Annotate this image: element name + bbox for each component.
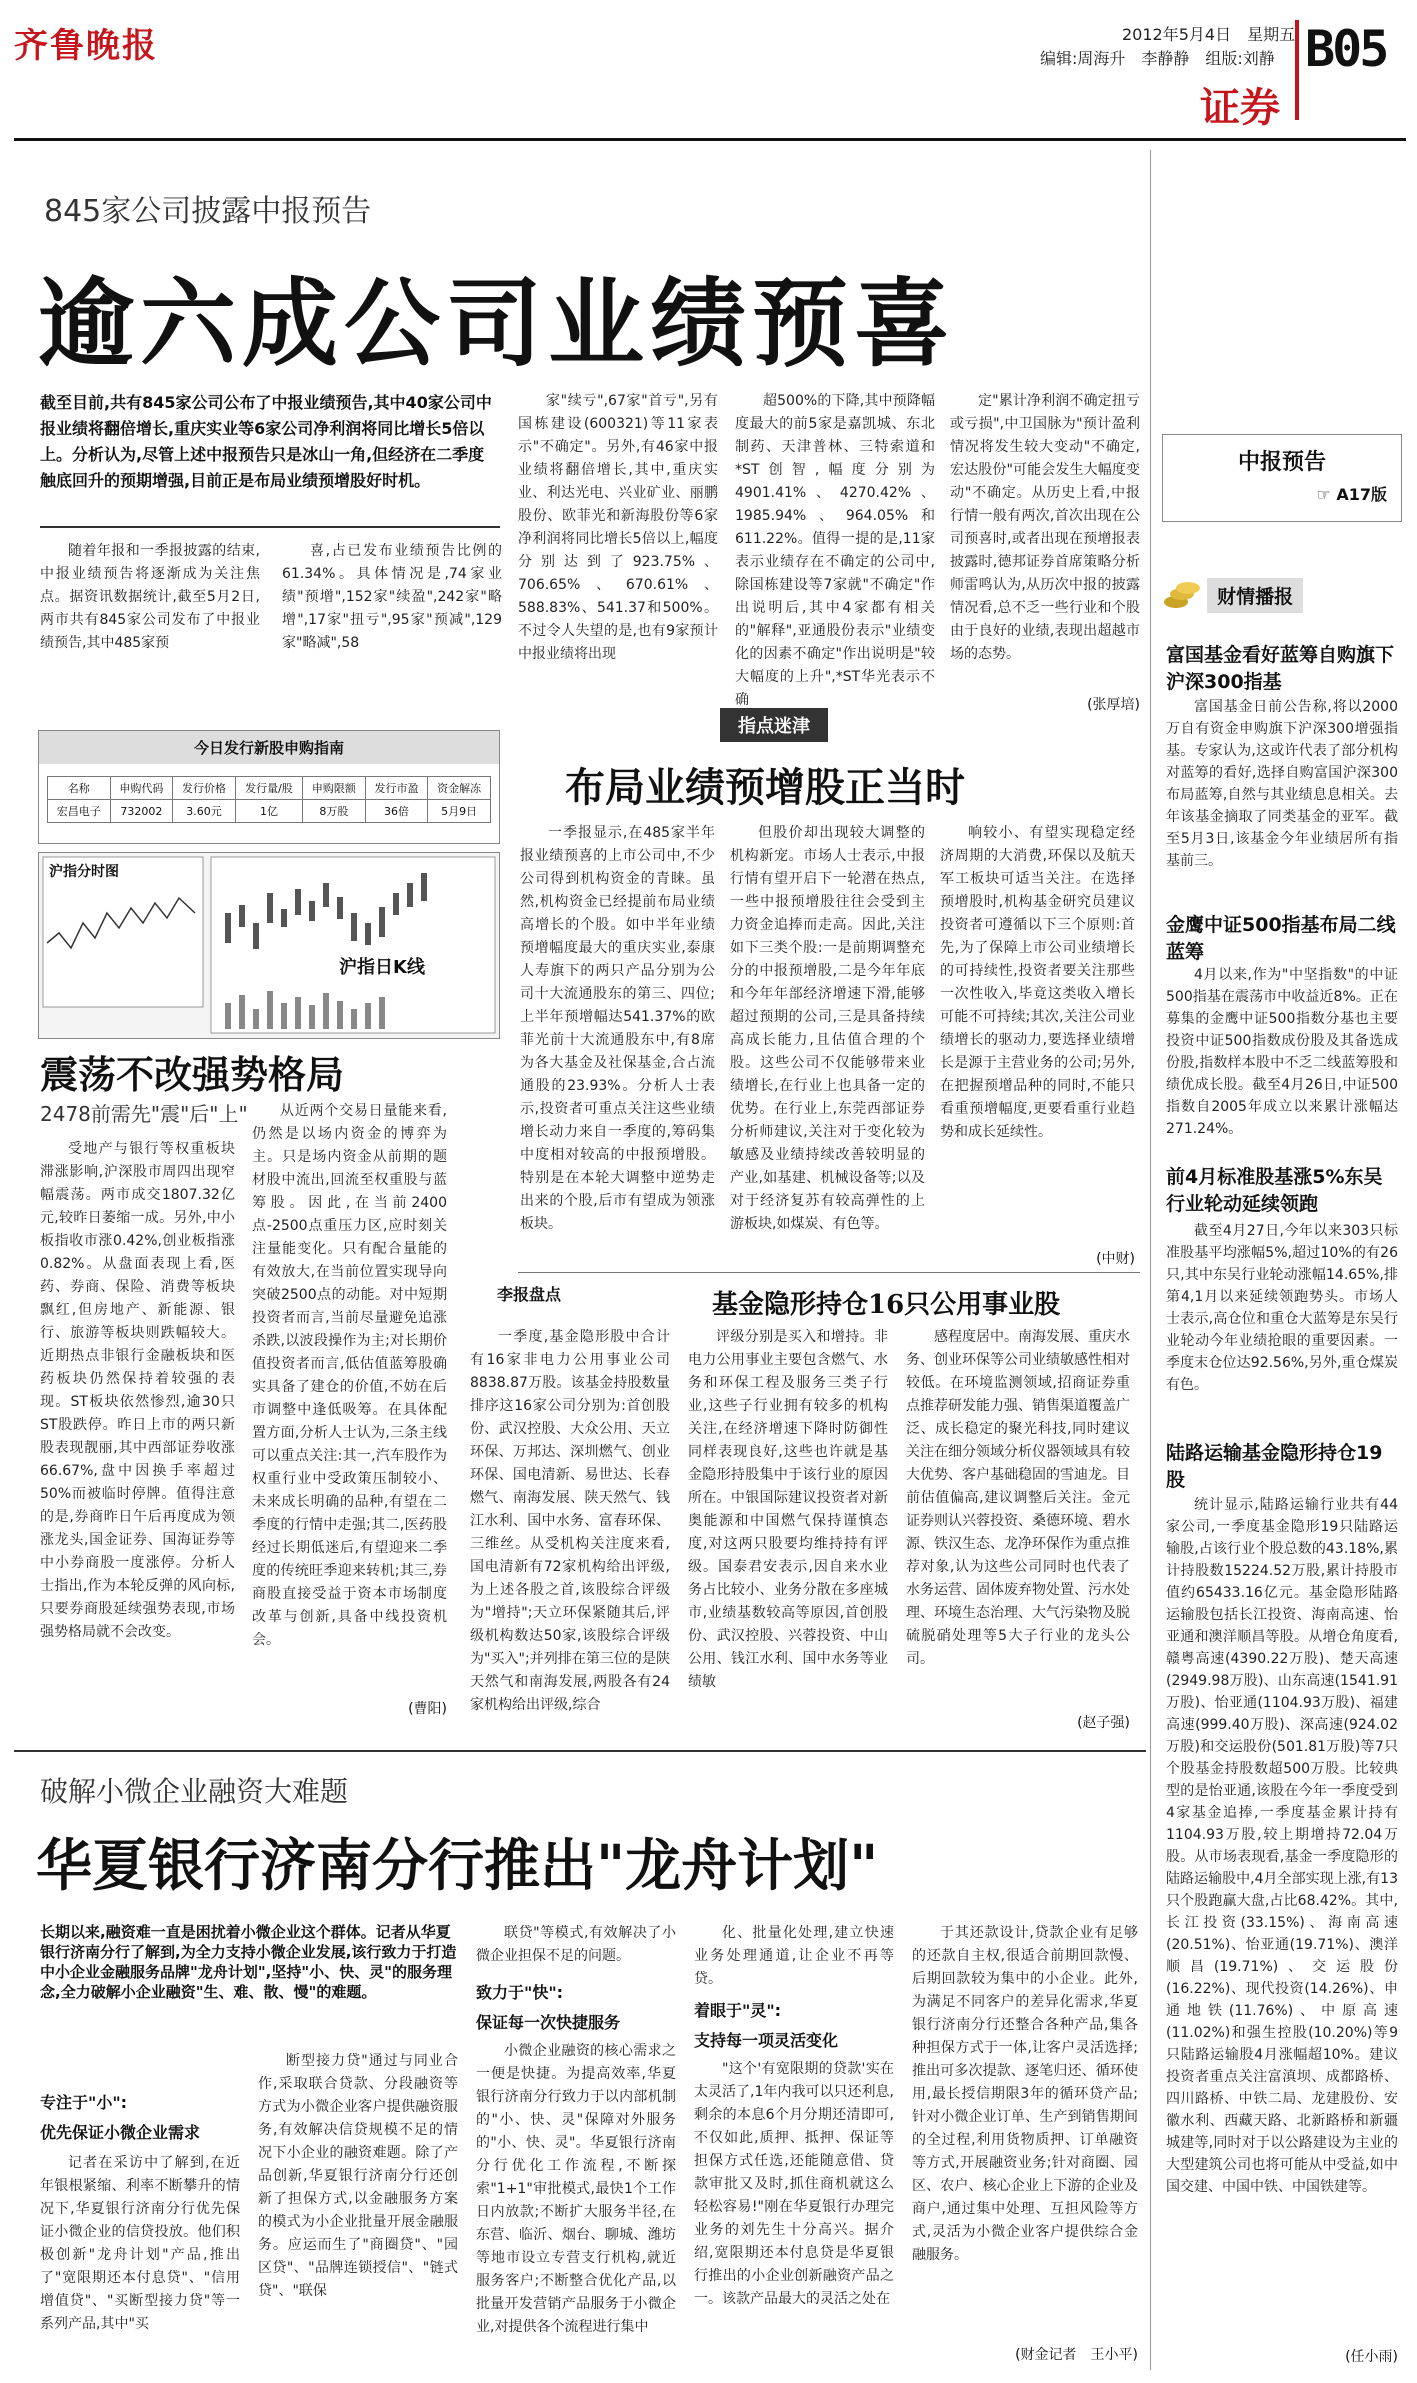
sidebar-item-title: 富国基金看好蓝筹自购旗下沪深300指基 bbox=[1166, 644, 1395, 693]
story5-sub1: 专注于"小": bbox=[40, 2093, 128, 2112]
story2-headline: 震荡不改强势格局 bbox=[40, 1052, 345, 1097]
ipo-data-row bbox=[48, 800, 491, 823]
promo-ref: ☞ A17版 bbox=[1316, 485, 1387, 504]
daily-kline-label: 沪指日K线 bbox=[339, 953, 425, 979]
ipo-table bbox=[47, 776, 491, 823]
sidebar-item-text: 统计显示,陆路运输行业共有44家公司,一季度基金隐形19只陆路运输股,占该行业个股总数的43.18%,累计持股数15224.52万股,累计持股市值约65433.16亿元。基金隐形陆路运输股包括长江投资、海南高速、怡亚通和澳洋顺昌等股。从增仓角度看,赣粤高速(4390.22万股)、楚天高速(2949.98万股)、山东高速(1541.91万股)、怡亚通(1104.93万股)、福建高速(999.40万股)、深高速(924.02万股)和交运股份(501.81万股)等7只个股基金持股数超500万股。比较典型的是怡亚通,该股在今年一季度受到4家基金追捧,一季度基金累计持有1104.93万股,较上期增持72.04万股。从市场表现看,基金一季度隐形的陆路运输股中,4月全部实现上涨,有13只个股跑赢大盘,占比68.42%。其中,长江投资(33.15%)、海南高速(20.51%)、怡亚通(19.71%)、澳洋顺昌(19.71%)、交运股份(16.22%)、现代投资(14.26%)、申通地铁(11.76%)、中原高速(11.02%)和强生控股(10.20%)等9只陆路运输股4月涨幅超10%。建议投资者重点关注富滇坝、成都路桥、四川路桥、中铁二局、龙建股份、安徽水利、西藏天路、北新路桥和新疆城建等,同时对于以公路建设为主业的大型建筑公司也将可能从中受益,如中国交建、中国中铁、中国铁建等。 bbox=[1166, 1497, 1398, 2195]
story3-tag: 指点迷津 bbox=[720, 708, 828, 742]
story2-subhead: 2478前需先"震"后"上" bbox=[40, 1102, 248, 1126]
page-number: B05 bbox=[1305, 20, 1387, 78]
ipo-header-row bbox=[48, 777, 491, 800]
sidebar-item-byline: (任小雨) bbox=[1345, 2349, 1398, 2365]
story5-sub2b: 保证每一次快捷服务 bbox=[476, 2013, 621, 2032]
story5-top-rule bbox=[14, 1750, 1146, 1752]
ipo-cell: 1亿 bbox=[235, 800, 302, 823]
intraday-chart-label: 沪指分时图 bbox=[49, 861, 119, 881]
story3-byline: (中财) bbox=[1096, 1251, 1135, 1267]
story2-column-2: 从近两个交易日量能来看,仍然是以场内资金的博弈为主。只是场内资金从前期的题材股中流出,回流至权重股与蓝筹股。因此,在当前2400点-2500点重压力区,应时刻关注量能变化。只有配合量能的有效放大,在当前位置实现导向突破2500点的动能。对中短期投资者而言,当前尽量避免追涨杀跌,以波段操作为主;对长期价值投资者而言,低估值蓝筹股确实具备了建仓的价值,不妨在后市调整中逢低吸筹。在具体配置方面,分析人士认为,三条主线可以重点关注:其一,汽车股作为权重行业中受政策压制较小、未来成长明确的品种,有望在二季度的行情中走强;其二,医药股经过长期低迷后,有望迎来二季度的传统旺季迎来转机;其三,券商股直接受益于资本市场制度改革与创新,具备中线投资机会。 bbox=[252, 1103, 447, 1648]
ipo-cell: 5月9日 bbox=[428, 800, 491, 823]
promo-title: 中报预告 bbox=[1237, 450, 1326, 475]
story5-sub3b: 支持每一项灵活变化 bbox=[694, 2031, 839, 2050]
ipo-header-cell: 名称 bbox=[48, 777, 111, 800]
story5-sub1b: 优先保证小微企业需求 bbox=[40, 2123, 201, 2142]
ipo-guide-title: 今日发行新股申购指南 bbox=[39, 731, 499, 764]
story4-column-2: 评级分别是买入和增持。非电力公用事业主要包含燃气、水务和环保工程及服务三类子行业,这些子行业拥有较多的机构关注,在经济增速下降时防御性同样表现良好,这些也许就是基金隐形持股集中于该行业的原因所在。中银国际建议投资者对新奥能源和中国燃气保持谨慎态度,对这两只股要均维持持有评级。国泰君安表示,因自来水业务占比较小、业务分散在多座城市,业绩基数较高等原因,首创股份、武汉控股、兴蓉投资、中山公用、钱江水利、国中水务等业绩敏 bbox=[688, 1329, 888, 1690]
story1-column-5: 定"累计净利润不确定扭亏或亏损",中卫国脉为"预计盈利情况将发生较大变动"不确定,宏达股份"可能会发生大幅度变动"不确定。从历史上看,中报行情一般有两次,首次出现在公司预喜时,或者出现在预增报表披露时,德邦证券首席策略分析师雷鸣认为,从历次中报的披露情况看,总不乏一些行业和个股由于良好的业绩,表现出超越市场的态势。 bbox=[950, 393, 1140, 662]
story4-column-3: 感程度居中。南海发展、重庆水务、创业环保等公司业绩敏感性相对较低。在环境监测领域,招商证券重点推荐研发能力强、销售渠道覆盖广泛、成长稳定的聚光科技,同时建议关注在细分领域分析仪器领域具有较大优势、客户基础稳固的雪迪龙。目前估值偏高,建议调整后关注。金元证券则认兴蓉投资、桑德环境、碧水源、铁汉生态、龙净环保作为重点推荐对象,认为这些公司同时也代表了水务运营、固体废弃物处置、污水处理、环境生态治理、大气污染物及脱硫脱硝处理等5大子行业的龙头公司。 bbox=[906, 1329, 1130, 1667]
story5-column-3b: "这个'有宽限期的贷款'实在太灵活了,1年内我可以只还利息,剩余的本息6个月分期还清即可,不仅如此,质押、抵押、保证等担保方式任选,还能随意借、贷款审批又及时,抓住商机就这么轻松容易!"刚在华夏银行办理完业务的刘先生十分高兴。据介绍,宽限期还本付息贷是华夏银行推出的小企业创新融资产品之一。该款产品最大的灵活之处在 bbox=[694, 2061, 894, 2307]
story5-sub2: 致力于"快": bbox=[476, 1983, 564, 2002]
story4-byline: (赵子强) bbox=[1077, 1715, 1130, 1731]
story1-column-2: 喜,占已发布业绩预告比例的61.34%。具体情况是,74家业绩"预增",152家"续盈",242家"略增",17家"扭亏",95家"预减",129家"略减",58 bbox=[282, 543, 502, 651]
editor-credits: 编辑:周海升 李静静 组版:刘静 bbox=[1040, 49, 1275, 68]
story5-sub3: 着眼于"灵": bbox=[694, 2001, 782, 2020]
news-brief-banner bbox=[1162, 578, 1400, 614]
story3-column-1: 一季报显示,在485家半年报业绩预喜的上市公司中,不少公司得到机构资金的青睐。虽然,机构资金已经提前布局业绩高增长的个股。如中半年业绩预增幅度最大的重庆实业,泰康人寿旗下的两只产品分别为公司十大流通股东的第三、四位;上半年预增幅达541.37%的欧菲光前十大流通股东中,有8席为各大基金及社保基金,合占流通股的23.93%。分析人士表示,投资者可重点关注这些业绩增长动力来自一季度的,筹码集中度相对较高的中报预增股。特别是在本轮大调整中逆势走出来的个股,后市有望成为领涨板块。 bbox=[520, 825, 715, 1232]
lead-divider bbox=[40, 526, 500, 528]
story5-byline: (财金记者 王小平) bbox=[1015, 2347, 1138, 2363]
ipo-header-cell: 发行市盈 bbox=[365, 777, 428, 800]
story2-column-1: 受地产与银行等权重板块滞涨影响,沪深股市周四出现窄幅震荡。两市成交1807.32亿元,较昨日萎缩一成。另外,中小板指收市涨0.42%,创业板指涨0.82%。从盘面表现上看,医药、券商、保险、消费等板块飘红,但房地产、新能源、银行、旅游等板块则跌幅较大。近期热点非银行金融板块和医药板块仍然保持着较强的表现。ST板块依然惨烈,逾30只ST股跌停。昨日上市的两只新股表现靓丽,其中西部证券收涨66.67%,盘中因换手率超过50%而被临时停牌。值得注意的是,券商昨日午后再度成为领涨龙头,国金证券、国海证券等中小券商股一度涨停。分析人士指出,作为本轮反弹的风向标,只要券商股延续强势表现,市场强势格局就不会改变。 bbox=[40, 1141, 235, 1640]
story4-column-1: 一季度,基金隐形股中合计有16家非电力公用事业公司8838.87万股。该基金持股数量排序这16家公司分别为:首创股份、武汉控股、大众公用、天立环保、万邦达、深圳燃气、创业环保、国电清新、易世达、长春燃气、南海发展、陕天然气、钱江水利、国中水务、富春环保、三维丝。从受机构关注度来看,国电清新有72家机构给出评级,为上述各股之首,该股综合评级为"增持";天立环保紧随其后,评级机构数达50家,该股综合评级为"买入";并列排在第三位的是陕天然气和南海发展,两股各有24家机构给出评级,综合 bbox=[470, 1329, 670, 1713]
coins-icon bbox=[1162, 580, 1202, 612]
story5-column-1: 记者在采访中了解到,在近年银根紧缩、利率不断攀升的情况下,华夏银行济南分行优先保证小微企业的信贷投放。他们积极创新"龙舟计划"产品,推出了"宽限期还本付息贷"、"信用增值贷"、"买断型接力贷"等一系列产品,其中"买 bbox=[40, 2155, 240, 2332]
ipo-header-cell: 发行价格 bbox=[173, 777, 236, 800]
story1-byline: (张厚培) bbox=[1087, 697, 1140, 713]
sidebar-item-text: 4月以来,作为"中坚指数"的中证500指基在震荡市中收益近8%。正在募集的金鹰中证500指数分基也主要投资中证500指数成份股及其备选成份股,指数样本股中不乏二线蓝筹股和绩优成长股。截至4月26日,中证500指数自2005年成立以来累计涨幅达271.24%。 bbox=[1166, 967, 1398, 1137]
section-name: 证券 bbox=[1200, 85, 1280, 131]
sidebar-item-text: 富国基金日前公告称,将以2000万自有资金申购旗下沪深300增强指基。专家认为,这或许代表了部分机构对蓝筹的看好,选择自购富国沪深300布局蓝筹,自然与其业绩息息相关。去年该基金摘取了同类基金的亚军。截至5月3日,该基金今年业绩居所有指基前三。 bbox=[1166, 699, 1398, 869]
story5-column-2: 联贷"等模式,有效解决了小微企业担保不足的问题。 bbox=[476, 1925, 676, 1964]
ipo-cell: 宏昌电子 bbox=[48, 800, 111, 823]
sidebar-divider bbox=[1150, 150, 1151, 2370]
story5-headline: 华夏银行济南分行推出"龙舟计划" bbox=[36, 1833, 879, 1899]
story1-headline: 逾六成公司业绩预喜 bbox=[38, 267, 956, 380]
ipo-cell: 732002 bbox=[110, 800, 173, 823]
index-chart-panel bbox=[38, 852, 500, 1039]
story3-divider bbox=[518, 1272, 1140, 1273]
story1-column-4: 超500%的下降,其中预降幅度最大的前5家是嘉凯城、东北制药、天津普林、三特索道和*ST创智,幅度分别为4901.41%、4270.42%、1985.94%、964.05%和611.22%。值得一提的是,11家表示业绩存在不确定的公司中,除国栋建设等7家就"不确定"作出说明后,其中4家都有相关的"解释",亚通股份表示"业绩变化的因素不确定"作出说明是"较大幅度的上升",*ST华光表示不确 bbox=[735, 393, 935, 708]
story5-column-2b: 小微企业融资的核心需求之一便是快捷。为提高效率,华夏银行济南分行致力于以内部机制的"小、快、灵"保障对外服务的"小、快、灵"。华夏银行济南分行优化工作流程,不断探索"1+1"审批模式,最快1个工作日内放款;不断扩大服务半径,在东营、临沂、烟台、聊城、潍坊等地市设立专营支行机构,就近服务客户;不断整合优化产品,以批量开发营销产品服务于小微企业,对提供各个流程进行集中 bbox=[476, 2043, 676, 2335]
issue-date: 2012年5月4日 星期五 bbox=[1122, 25, 1296, 44]
sidebar-item-title: 陆路运输基金隐形持仓19股 bbox=[1166, 1442, 1383, 1491]
promo-box bbox=[1162, 434, 1402, 522]
ipo-guide-box bbox=[38, 730, 500, 844]
story2-byline: (曹阳) bbox=[408, 1701, 447, 1717]
story5-column-3: 化、批量化处理,建立快速业务处理通道,让企业不再等贷。 bbox=[694, 1925, 894, 1987]
story5-lead: 长期以来,融资难一直是困扰着小微企业这个群体。记者从华夏银行济南分行了解到,为全力支持小微企业发展,该行致力于打造中小企业金融服务品牌"龙舟计划",坚持"小、快、灵"的服务理念,全力破解小企业融资"生、难、散、慢"的难题。 bbox=[40, 1923, 457, 2001]
story1-kicker: 845家公司披露中报预告 bbox=[44, 194, 372, 229]
sidebar-item-title: 金鹰中证500指基布局二线蓝筹 bbox=[1166, 914, 1396, 963]
story3-column-2: 但股价却出现较大调整的机构新宠。市场人士表示,中报行情有望开启下一轮潜在热点,一些中报预增股往往会受到主力资金追捧而走高。因此,关注如下三类个股:一是前期调整充分的中报预增股,二是今年年底和今年年部经济增速下滑,能够超过预期的公司,三是具备持续高成长能力,且估值合理的个股。这些公司不仅能够带来业绩增长,在行业上也具备一定的优势。在行业上,东莞西部证券分析师建议,关注对于变化较为敏感及业绩持续改善较明显的产业,如基建、机械设备等;以及对于经济复苏有较高弹性的上游板块,如煤炭、有色等。 bbox=[730, 825, 925, 1232]
ipo-header-cell: 申购代码 bbox=[110, 777, 173, 800]
story3-column-3: 响较小、有望实现稳定经济周期的大消费,环保以及航天军工板块可适当关注。在选择预增股时,机构基金研究员建议投资者可遵循以下三个原则:首先,为了保障上市公司业绩增长的可持续性,投资者要关注那些一次性收入,毕竟这类收入增长可能不可持续;其次,关注公司业绩增长的驱动力,要选择业绩增长是源于主营业务的公司;另外,在把握预增品种的同时,不能只看重预增幅度,更要看重行业趋势和成长延续性。 bbox=[940, 825, 1135, 1140]
ipo-cell: 36倍 bbox=[365, 800, 428, 823]
masthead-divider bbox=[1295, 20, 1299, 120]
sidebar-item-text: 截至4月27日,今年以来303只标准股基平均涨幅5%,超过10%的有26只,其中东吴行业轮动涨幅14.65%,排第4,1月以来延续领跑势头。市场人士表示,高仓位和重仓大蓝筹是东吴行业轮动今年业绩抢眼的重要因素。一季度末仓位达92.56%,另外,重仓煤炭有色。 bbox=[1166, 1223, 1398, 1393]
story5-column-4: 于其还款设计,贷款企业有足够的还款自主权,很适合前期回款慢、后期回款较为集中的小企业。此外,为满足不同客户的差异化需求,华夏银行济南分行还整合各种产品,集各种担保方式于一体,让客户灵活选择;推出可多次提款、逐笔归还、循环使用,最长授信期限3年的循环贷产品;针对小微企业订单、生产到销售期间的全过程,利用货物质押、订单融资等方式,开展融资业务;针对商圈、园区、农户、核心企业上下游的企业及商户,通过集中处理、互担风险等方式,灵活为小微企业客户提供综合金融服务。 bbox=[912, 1925, 1138, 2263]
ipo-header-cell: 发行量/股 bbox=[235, 777, 302, 800]
ipo-header-cell: 资金解冻 bbox=[428, 777, 491, 800]
story1-column-3: 家"续亏",67家"首亏",另有国栋建设(600321)等11家表示"不确定"。另外,有46家中报业绩将翻倍增长,其中,重庆实业、利达光电、兴业矿业、丽鹏股份、欧菲光和新海股份等6家净利润将同比增长5倍以上,幅度分别达到了923.75%、706.65%、670.61%、588.83%、541.37和500%。不过令人失望的是,也有9家预计中报业绩将出现 bbox=[518, 393, 718, 662]
story3-headline: 布局业绩预增股正当时 bbox=[565, 764, 965, 811]
newspaper-logo: 齐鲁晚报 bbox=[14, 26, 158, 66]
story5-kicker: 破解小微企业融资大难题 bbox=[40, 1775, 349, 1808]
masthead-rule bbox=[14, 138, 1406, 141]
ipo-header-cell: 申购限额 bbox=[303, 777, 366, 800]
story5-column-1b: 断型接力贷"通过与同业合作,采取联合贷款、分段融资等方式为小微企业客户提供融资服务,有效解决信贷规模不足的情况下小企业的融资难题。除了产品创新,华夏银行济南分行还创新了担保方式,以金融服务方案的模式为小企业批量开展金融服务。应运而生了"商圈贷"、"园区贷"、"品牌连锁授信"、"链式贷"、"联保 bbox=[258, 2053, 458, 2299]
story4-headline: 基金隐形持仓16只公用事业股 bbox=[712, 1290, 1061, 1320]
news-brief-label: 财情播报 bbox=[1207, 578, 1303, 613]
sidebar-item-title: 前4月标准股基涨5%东吴行业轮动延续领跑 bbox=[1166, 1166, 1383, 1215]
hand-pointer-icon: ☞ bbox=[1316, 485, 1337, 504]
story1-lead: 截至目前,共有845家公司公布了中报业绩预告,其中40家公司中报业绩将翻倍增长,重庆实业等6家公司净利润将同比增长5倍以上。分析认为,尽管上述中报预告只是冰山一角,但经济在二季度触底回升的预期增强,目前正是布局业绩预增股好时机。 bbox=[40, 393, 492, 490]
story1-column-1: 随着年报和一季报披露的结束,中报业绩预告将逐渐成为关注焦点。据资讯数据统计,截至5月2日,两市共有845家公司发布了中报业绩预告,其中485家预 bbox=[40, 543, 260, 651]
ipo-cell: 3.60元 bbox=[173, 800, 236, 823]
story4-tag: 李报盘点 bbox=[497, 1285, 562, 1304]
ipo-cell: 8万股 bbox=[303, 800, 366, 823]
